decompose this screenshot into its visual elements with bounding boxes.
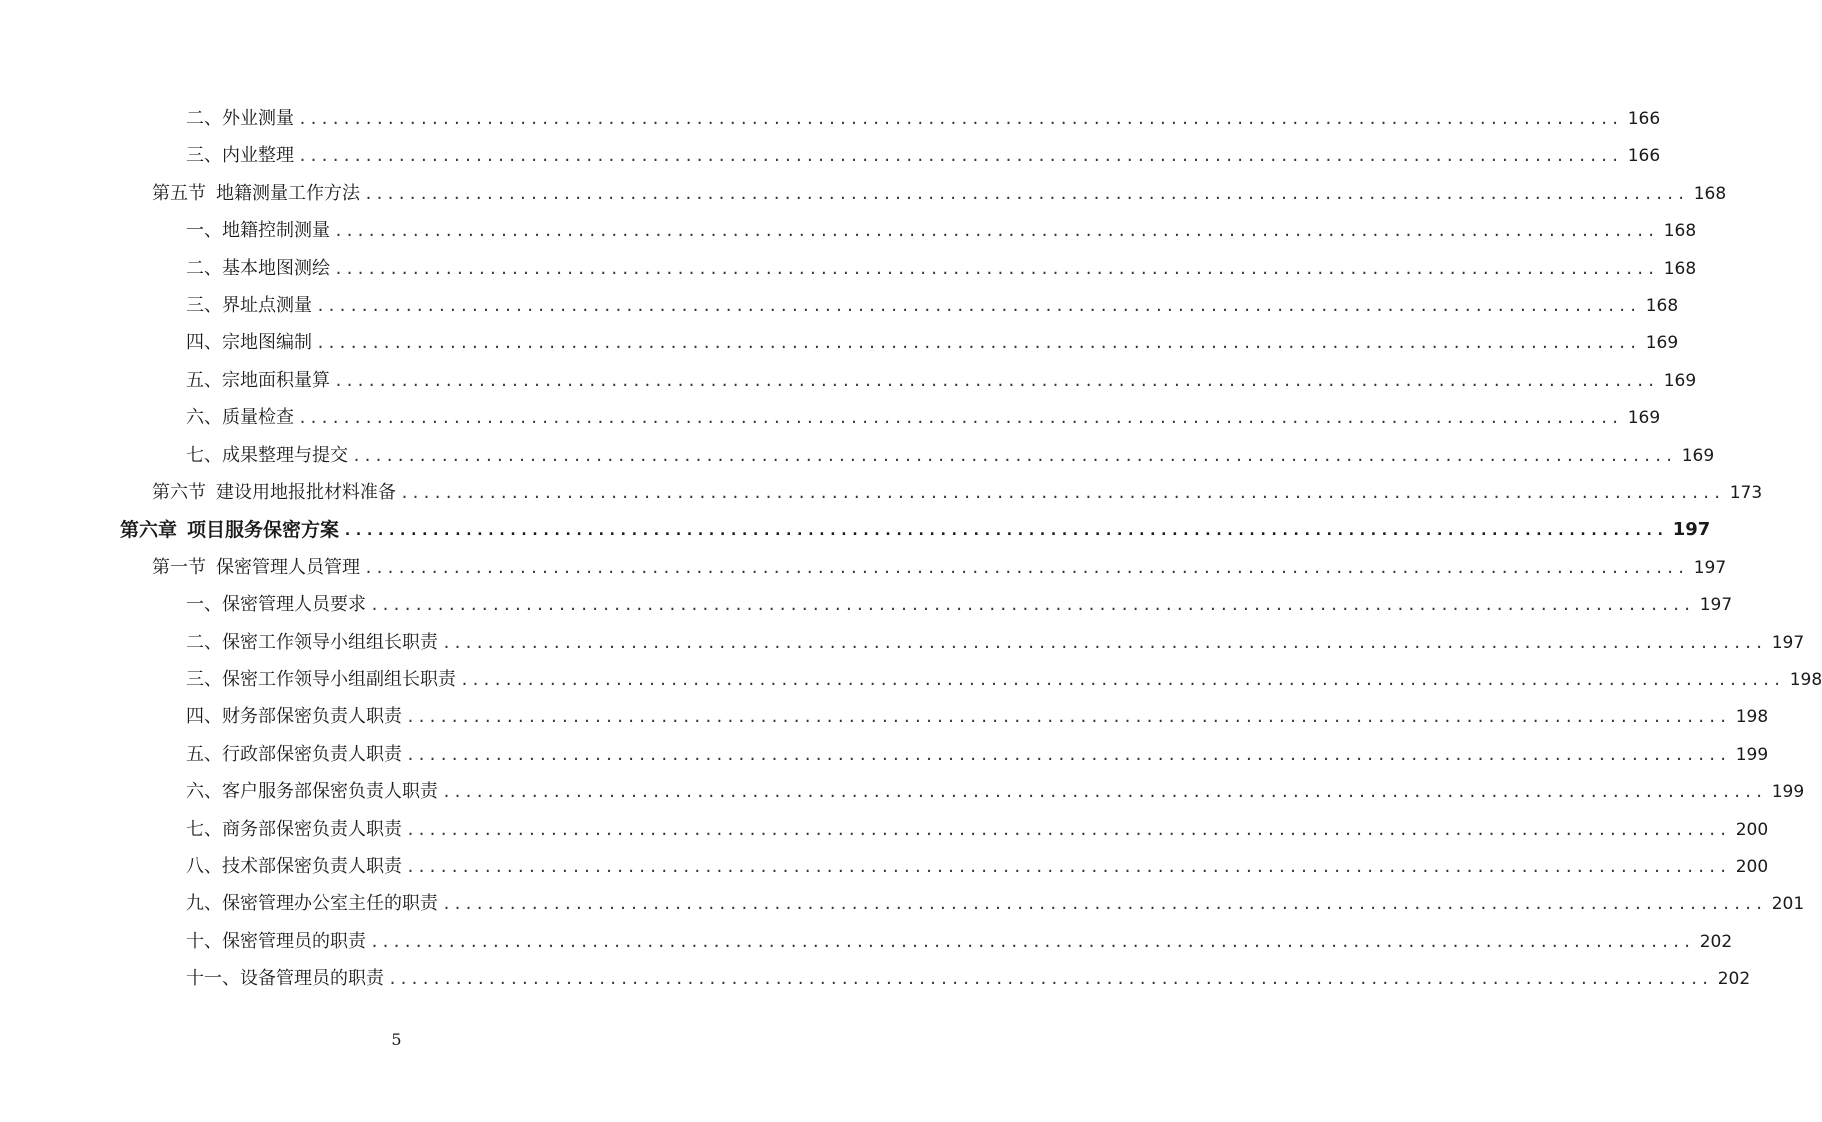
toc-entry-title: 保密管理人员管理 — [216, 557, 360, 578]
toc-entry[interactable] — [186, 700, 1769, 734]
toc-entry-page: 202 — [1699, 932, 1733, 952]
dot-leader: ........................................................................................................................ — [364, 185, 1688, 203]
dot-leader: ........................................................................................................................ — [334, 260, 1658, 278]
toc-entry-title: 二、外业测量 — [186, 108, 294, 129]
toc-entry-page: 200 — [1735, 857, 1769, 877]
dot-leader: ........................................................................................................................ — [298, 409, 1622, 427]
toc-entry-page: 168 — [1645, 296, 1679, 316]
toc-entry-page: 169 — [1663, 371, 1697, 391]
dot-leader: ........................................................................................................................ — [388, 970, 1712, 988]
dot-leader: ........................................................................................................................ — [406, 821, 1730, 839]
toc-entry-title: 二、基本地图测绘 — [186, 258, 330, 279]
toc-entry[interactable] — [186, 102, 1661, 136]
dot-leader: ........................................................................................................................ — [334, 222, 1658, 240]
dot-leader: ........................................................................................................................ — [406, 858, 1730, 876]
toc-entry[interactable] — [186, 252, 1697, 286]
toc-entry-title: 建设用地报批材料准备 — [216, 482, 396, 503]
dot-leader: ........................................................................................................................ — [370, 933, 1694, 951]
toc-entry-title: 二、保密工作领导小组组长职责 — [186, 632, 438, 653]
toc-entry[interactable] — [186, 925, 1733, 959]
toc-entry-title: 地籍测量工作方法 — [216, 183, 360, 204]
toc-entry-title: 十、保密管理员的职责 — [186, 931, 366, 952]
toc-entry[interactable] — [186, 289, 1679, 323]
toc-entry[interactable] — [186, 962, 1751, 996]
toc-entry-title: 三、内业整理 — [186, 145, 294, 166]
toc-entry-page: 199 — [1771, 782, 1805, 802]
dot-leader: ........................................................................................................................ — [460, 671, 1784, 689]
toc-entry-title: 十一、设备管理员的职责 — [186, 968, 384, 989]
toc-section-number: 第一节 — [152, 557, 206, 578]
toc-entry-page: 168 — [1663, 259, 1697, 279]
toc-entry-page: 199 — [1735, 745, 1769, 765]
dot-leader: ........................................................................................................................ — [334, 372, 1658, 390]
toc-entry-title: 七、商务部保密负责人职责 — [186, 819, 402, 840]
toc-entry[interactable] — [186, 738, 1769, 772]
dot-leader: ........................................................................................................................ — [364, 559, 1688, 577]
toc-entry[interactable] — [186, 775, 1805, 809]
toc-entry-page: 168 — [1693, 184, 1727, 204]
page-number: 5 — [391, 1030, 402, 1049]
toc-entry[interactable] — [186, 813, 1769, 847]
toc-chapter-number: 第六章 — [120, 519, 178, 541]
toc-entry[interactable] — [186, 401, 1661, 435]
toc-entry-title: 三、界址点测量 — [186, 295, 312, 316]
dot-leader: ........................................................................................................................ — [442, 634, 1766, 652]
toc-entry-page: 169 — [1627, 408, 1661, 428]
toc-entry[interactable] — [186, 887, 1805, 921]
toc-entry-page: 166 — [1627, 109, 1661, 129]
toc-entry-title: 六、客户服务部保密负责人职责 — [186, 781, 438, 802]
toc-entry-title: 五、行政部保密负责人职责 — [186, 744, 402, 765]
toc-entry-page: 198 — [1735, 707, 1769, 727]
toc-entry-title: 五、宗地面积量算 — [186, 370, 330, 391]
toc-entry-page: 197 — [1693, 558, 1727, 578]
dot-leader: ........................................................................................................................ — [406, 708, 1730, 726]
toc-entry[interactable] — [186, 214, 1697, 248]
toc-entry-page: 202 — [1717, 969, 1751, 989]
toc-entry-title: 六、质量检查 — [186, 407, 294, 428]
toc-entry-page: 197 — [1672, 519, 1711, 540]
toc-entry-title: 项目服务保密方案 — [187, 519, 340, 541]
toc-entry-page: 169 — [1681, 446, 1715, 466]
toc-entry-page: 173 — [1729, 483, 1763, 503]
dot-leader: ........................................................................................................................ — [298, 110, 1622, 128]
dot-leader: ........................................................................................................................ — [400, 484, 1724, 502]
toc-entry-page: 166 — [1627, 146, 1661, 166]
toc-entry-page: 198 — [1789, 670, 1822, 690]
toc-entry-title: 四、财务部保密负责人职责 — [186, 706, 402, 727]
dot-leader: ........................................................................................................................ — [316, 297, 1640, 315]
toc-entry-page: 201 — [1771, 894, 1805, 914]
toc-entry[interactable] — [186, 139, 1661, 173]
toc-entry-title: 八、技术部保密负责人职责 — [186, 856, 402, 877]
dot-leader: ........................................................................................................................ — [442, 783, 1766, 801]
toc-section-entry[interactable] — [152, 476, 1763, 510]
toc-entry-page: 197 — [1771, 633, 1805, 653]
dot-leader: ........................................................................................................................ — [298, 147, 1622, 165]
toc-section-number: 第六节 — [152, 482, 206, 503]
toc-entry-page: 169 — [1645, 333, 1679, 353]
toc-entry-page: 168 — [1663, 221, 1697, 241]
toc-entry[interactable] — [186, 626, 1805, 660]
toc-section-number: 第五节 — [152, 183, 206, 204]
toc-entry[interactable] — [186, 588, 1733, 622]
toc-entry-title: 一、保密管理人员要求 — [186, 594, 366, 615]
toc-entry-title: 四、宗地图编制 — [186, 332, 312, 353]
dot-leader: ........................................................................................................................ — [316, 334, 1640, 352]
dot-leader: ........................................................................................................................ — [442, 895, 1766, 913]
dot-leader: ........................................................................................................................ — [370, 596, 1694, 614]
dot-leader: ........................................................................................................................ — [352, 447, 1676, 465]
toc-entry[interactable] — [186, 850, 1769, 884]
dot-leader: ........................................................................................................................ — [343, 521, 1667, 539]
toc-entry-title: 九、保密管理办公室主任的职责 — [186, 893, 438, 914]
toc-entry-page: 200 — [1735, 820, 1769, 840]
toc-entry-title: 三、保密工作领导小组副组长职责 — [186, 669, 456, 690]
toc-entry[interactable] — [186, 663, 1822, 697]
toc-entry[interactable] — [186, 364, 1697, 398]
toc-entry[interactable] — [186, 439, 1715, 473]
dot-leader: ........................................................................................................................ — [406, 746, 1730, 764]
toc-chapter-entry[interactable] — [120, 513, 1711, 547]
toc-entry-title: 七、成果整理与提交 — [186, 445, 348, 466]
toc-entry[interactable] — [186, 326, 1679, 360]
toc-section-entry[interactable] — [152, 177, 1727, 211]
toc-section-entry[interactable] — [152, 551, 1727, 585]
toc-entry-page: 197 — [1699, 595, 1733, 615]
toc-entry-title: 一、地籍控制测量 — [186, 220, 330, 241]
